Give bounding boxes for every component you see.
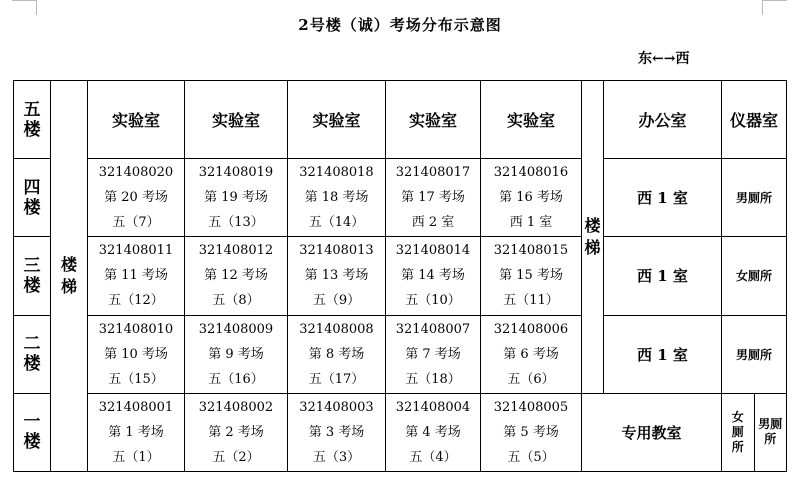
floor-row-4: [14, 159, 787, 237]
floor-label-2: 二 楼: [14, 315, 51, 393]
room-code: 321408017: [395, 165, 471, 181]
room-name: 第 18 考场: [304, 190, 369, 206]
room-name: 第 11 考场: [104, 268, 168, 284]
exam-room-cell: [386, 393, 481, 471]
room-code: 321408010: [98, 321, 174, 337]
mens-restroom-f1: 男厕 所: [758, 417, 783, 447]
floor-row-1: [14, 393, 787, 471]
floor-label-5: 五 楼: [14, 81, 51, 159]
room-location: 五（6）: [507, 371, 555, 387]
office-room-f3: 西 1 室: [604, 237, 722, 315]
womens-restroom-f3: 女厕所: [722, 237, 787, 315]
exam-room-cell: [386, 159, 481, 237]
office-room-f4: 西 1 室: [604, 159, 722, 237]
room-name: 第 9 考场: [208, 346, 264, 362]
room-location: 五（10）: [405, 293, 461, 309]
lab-cell: 实验室: [386, 81, 481, 159]
office-header: 办公室: [604, 81, 722, 159]
room-location: 五（14）: [308, 215, 365, 231]
floor-row-2: [14, 315, 787, 393]
room-code: 321408015: [493, 243, 569, 259]
mens-restroom-f4: 男厕所: [722, 159, 787, 237]
room-code: 321408016: [493, 165, 569, 181]
womens-restroom-f1: 女 厕 所: [722, 394, 755, 471]
room-location: 五（17）: [308, 371, 365, 387]
office-room-f2: 西 1 室: [604, 315, 722, 393]
exam-room-cell: [481, 315, 582, 393]
exam-room-cell: [481, 159, 582, 237]
room-name: 第 5 考场: [503, 424, 559, 440]
lab-cell: 实验室: [288, 81, 386, 159]
room-name: 第 17 考场: [401, 190, 465, 206]
room-name: 第 15 考场: [499, 268, 563, 284]
instrument-room-header: 仪器室: [722, 81, 787, 159]
room-name: 第 10 考场: [104, 346, 168, 362]
stairs-right: 楼 梯: [582, 81, 604, 394]
page-title: 2号楼（诚）考场分布示意图: [298, 16, 502, 34]
floor-label-1: 一 楼: [14, 393, 51, 471]
room-name: 第 3 考场: [308, 424, 365, 440]
room-location: 五（15）: [108, 371, 164, 387]
exam-room-cell: [88, 159, 185, 237]
room-code: 321408009: [198, 321, 274, 337]
page-corner-mark-right: [762, 0, 787, 15]
lab-cell: 实验室: [185, 81, 288, 159]
room-location: 五（16）: [208, 371, 264, 387]
exam-room-cell: [288, 393, 386, 471]
restroom-split: [722, 394, 786, 471]
exam-room-cell: [88, 315, 185, 393]
direction-indicator: 东←→西: [638, 51, 690, 67]
room-name: 第 16 考场: [499, 190, 563, 206]
room-location: 五（12）: [108, 293, 164, 309]
room-location: 五（13）: [208, 215, 264, 231]
restrooms-f1: [722, 393, 787, 471]
room-code: 321408005: [493, 399, 569, 415]
room-code: 321408002: [198, 399, 274, 415]
room-code: 321408018: [299, 165, 374, 181]
floor-label-4: 四 楼: [14, 159, 51, 237]
room-name: 第 1 考场: [108, 424, 164, 440]
room-code: 321408014: [395, 243, 471, 259]
exam-room-cell: [185, 315, 288, 393]
room-code: 321408020: [98, 165, 174, 181]
room-name: 第 8 考场: [308, 346, 365, 362]
room-code: 321408012: [198, 243, 274, 259]
stairs-left: 楼 梯: [51, 81, 88, 472]
room-location: 五（4）: [409, 449, 457, 465]
exam-room-cell: [386, 315, 481, 393]
room-code: 321408007: [395, 321, 471, 337]
room-name: 第 4 考场: [405, 424, 461, 440]
exam-room-cell: [481, 237, 582, 315]
exam-room-cell: [481, 393, 582, 471]
room-code: 321408003: [299, 399, 374, 415]
room-location: 五（2）: [212, 449, 260, 465]
floor-label-3: 三 楼: [14, 237, 51, 315]
room-code: 321408019: [198, 165, 274, 181]
exam-room-cell: [185, 393, 288, 471]
page-corner-mark-left: [12, 0, 37, 15]
room-location: 五（5）: [507, 449, 555, 465]
room-location: 五（11）: [503, 293, 559, 309]
room-name: 第 7 考场: [405, 346, 461, 362]
room-name: 第 6 考场: [503, 346, 559, 362]
room-location: 五（8）: [212, 293, 260, 309]
exam-room-cell: [88, 393, 185, 471]
exam-room-cell: [185, 159, 288, 237]
room-code: 321408001: [98, 399, 174, 415]
mens-restroom-f2: 男厕所: [722, 315, 787, 393]
exam-room-cell: [88, 237, 185, 315]
exam-room-cell: [288, 237, 386, 315]
room-location: 西 2 室: [411, 215, 455, 231]
room-name: 第 12 考场: [204, 268, 268, 284]
room-name: 第 14 考场: [401, 268, 465, 284]
room-location: 五（7）: [112, 215, 160, 231]
exam-room-cell: [288, 315, 386, 393]
room-code: 321408013: [299, 243, 374, 259]
room-code: 321408006: [493, 321, 569, 337]
room-name: 第 20 考场: [104, 190, 168, 206]
room-name: 第 13 考场: [304, 268, 369, 284]
room-location: 五（3）: [312, 449, 361, 465]
room-name: 第 2 考场: [208, 424, 264, 440]
floor-row-3: [14, 237, 787, 315]
room-code: 321408008: [299, 321, 374, 337]
floor-plan-table: [13, 80, 787, 472]
lab-cell: 实验室: [481, 81, 582, 159]
room-location: 五（9）: [312, 293, 361, 309]
room-location: 西 1 室: [509, 215, 553, 231]
exam-room-cell: [288, 159, 386, 237]
room-location: 五（1）: [112, 449, 160, 465]
room-code: 321408004: [395, 399, 471, 415]
room-code: 321408011: [98, 243, 174, 259]
room-name: 第 19 考场: [204, 190, 268, 206]
exam-room-cell: [386, 237, 481, 315]
lab-cell: 实验室: [88, 81, 185, 159]
floor-row-5: [14, 81, 787, 159]
room-location: 五（18）: [405, 371, 461, 387]
exam-room-cell: [185, 237, 288, 315]
special-classroom-f1: 专用教室: [582, 393, 722, 471]
